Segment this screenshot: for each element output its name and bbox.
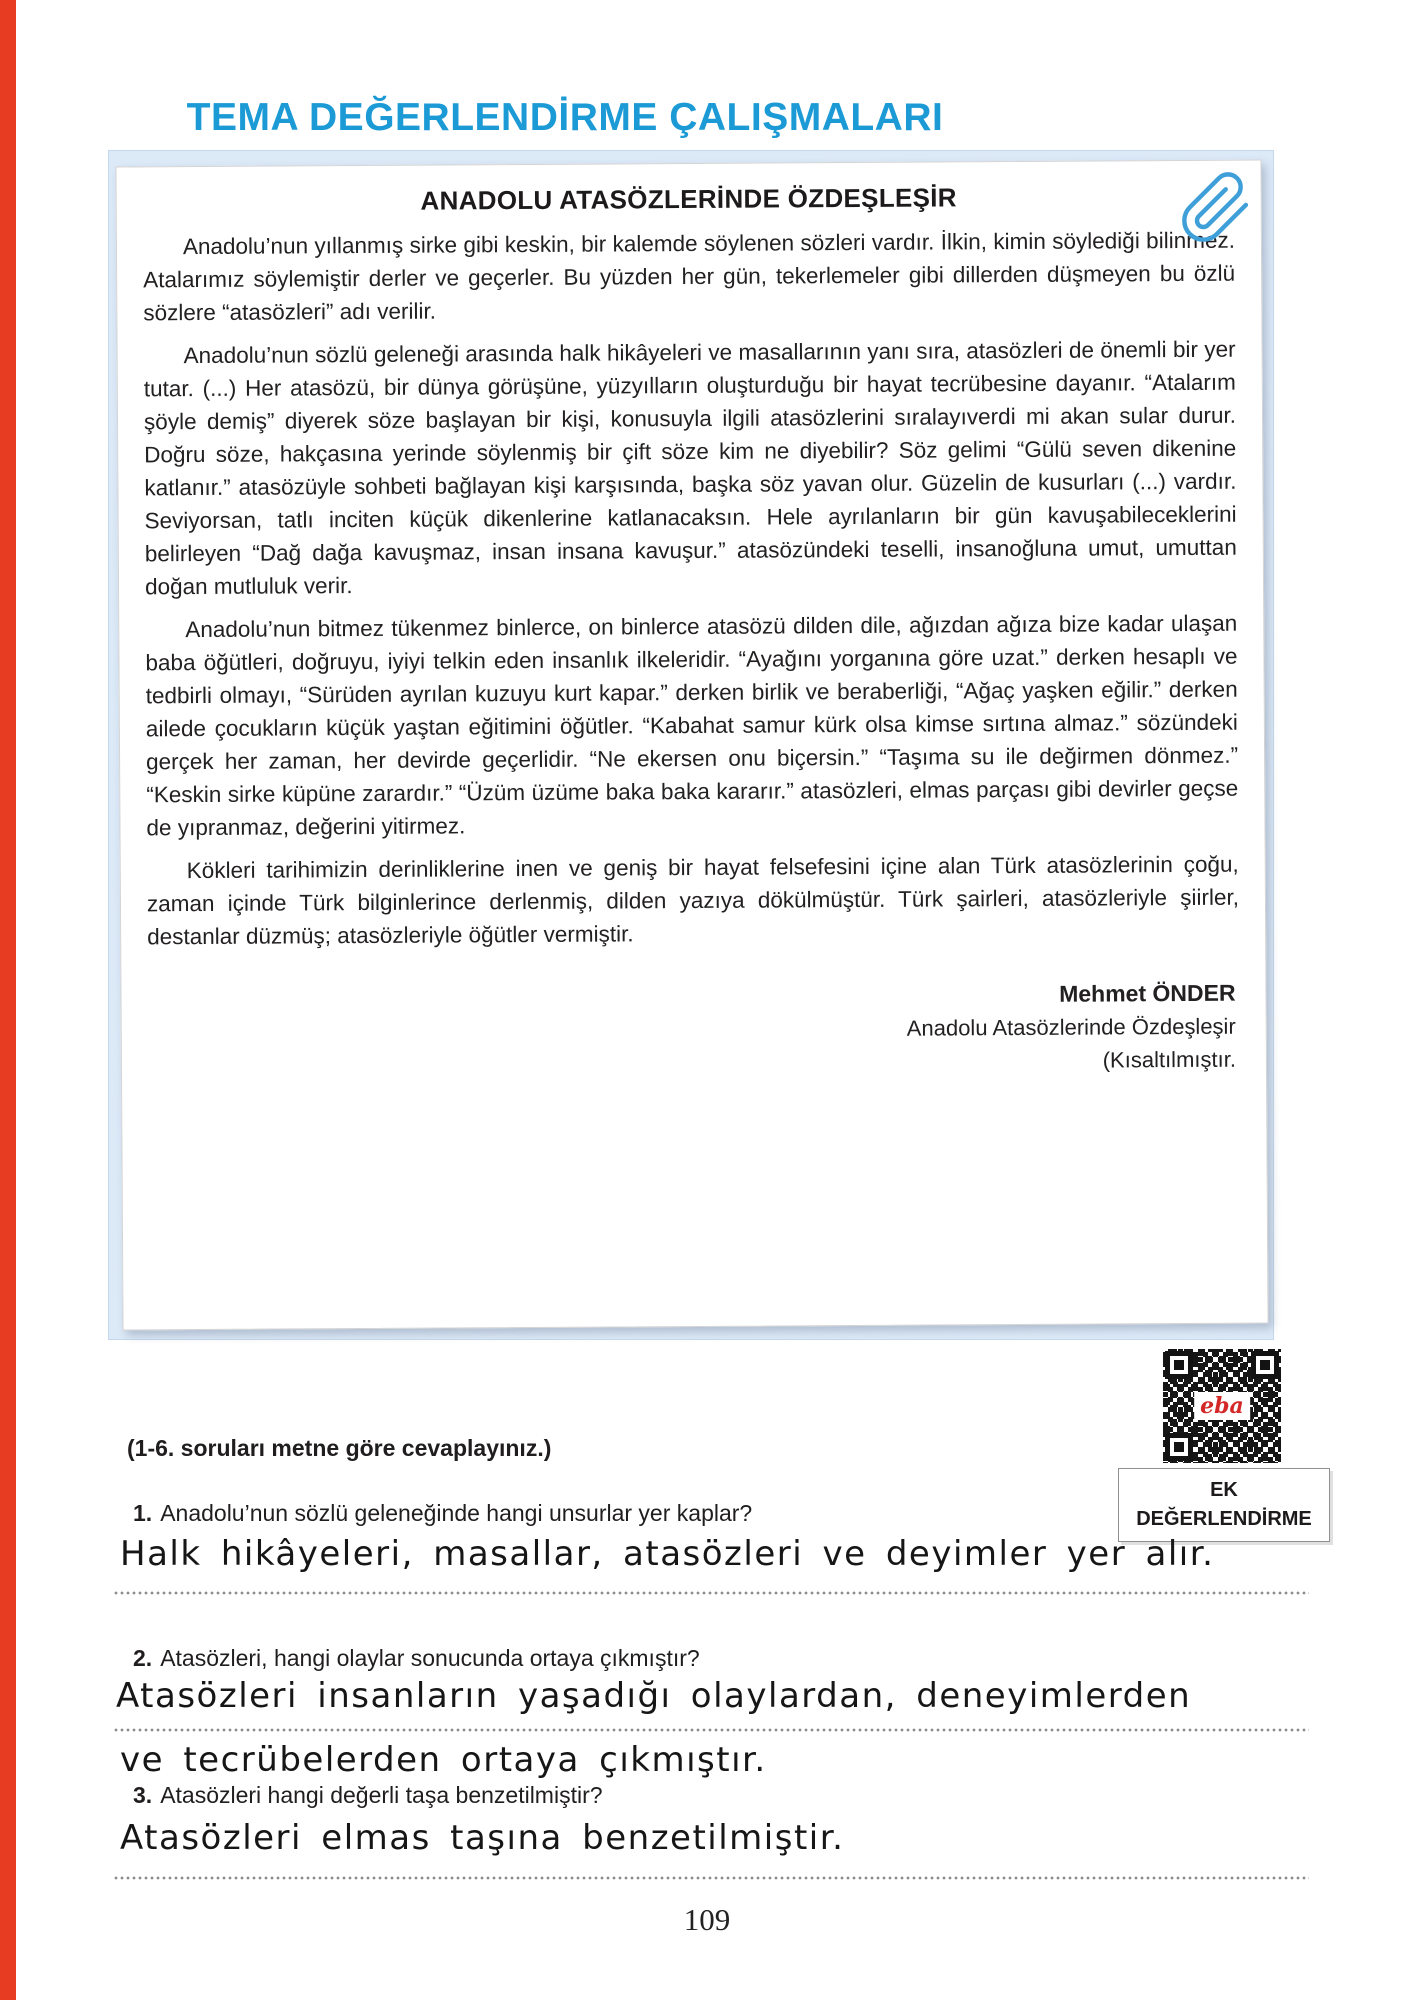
passage-paragraph: Anadolu’nun sözlü geleneği arasında halk hikâyeleri ve masallarının yanı sıra, atasözleri de önemli bir yer tutar. (...) Her atasözü, bir dünya görüşüne, yüzyılların oluşturduğu bir hayat tecrübesine dayanır. “Atalarım şöyle demiş” diyerek söze başlayan bir kişi, konusuyla ilgili atasözlerini sıralayıverdi mi akan sular durur. Doğru söze, hakçasına yerinde söylenmiş bir çift söze kim ne diyebilir? Söz gelimi “Gülü seven dikenine katlanır.” atasözüyle sohbeti bağlayan kişi karşısında, başka söz yavan olur. Güzelin de kusurları (...) vardır. Seviyorsan, tatlı inciten küçük dikenlerine katlanacaksın. Hele ayrılanların bir gün kavuşabileceklerini belirleyen “Dağ dağa kavuşmaz, insan insana kavuşur.” atasözündeki teselli, insanoğluna umut, umuttan doğan mutluluk verir. <box>143 336 1237 600</box>
question-3-number: 3. <box>133 1782 153 1808</box>
questions-instruction: (1-6. soruları metne göre cevaplayınız.) <box>127 1435 552 1461</box>
qr-finder-pattern <box>1165 1433 1193 1461</box>
qr-finder-pattern <box>1251 1351 1279 1379</box>
ek-label-line1: EK <box>1210 1479 1238 1501</box>
question-2 <box>133 1645 700 1672</box>
question-3 <box>133 1782 603 1809</box>
abridged-note: (Kısaltılmıştır. <box>1102 1046 1237 1073</box>
question-3-text: Atasözleri hangi değerli taşa benzetilmiştir? <box>160 1782 603 1808</box>
question-2-text: Atasözleri, hangi olaylar sonucunda ortaya çıkmıştır? <box>160 1645 700 1671</box>
answer-2-handwriting-line2: ve tecrübelerden ortaya çıkmıştır. <box>120 1740 767 1780</box>
qr-finder-pattern <box>1165 1351 1193 1379</box>
passage-card-backing <box>108 150 1274 1340</box>
question-1 <box>133 1500 752 1527</box>
qr-code <box>1163 1349 1281 1463</box>
author-name: Mehmet ÖNDER <box>1059 979 1236 1007</box>
question-1-text: Anadolu’nun sözlü geleneğinde hangi unsurlar yer kaplar? <box>160 1500 753 1526</box>
source-title: Anadolu Atasözlerinde Özdeşleşir <box>906 1013 1236 1041</box>
question-2-number: 2. <box>133 1645 153 1671</box>
page-number: 109 <box>683 1902 731 1937</box>
passage-body <box>143 224 1239 954</box>
answer-1-handwriting: Halk hikâyeleri, masallar, atasözleri ve deyimler yer alır. <box>120 1534 1215 1574</box>
answer-line-1 <box>113 1591 1309 1595</box>
ek-degerlendirme-badge <box>1118 1468 1330 1542</box>
ek-label-line2: DEĞERLENDİRME <box>1136 1508 1312 1530</box>
answer-2-handwriting-line1: Atasözleri insanların yaşadığı olaylardan, deneyimlerden <box>116 1676 1192 1716</box>
passage-paragraph: Anadolu’nun bitmez tükenmez binlerce, on binlerce atasözü dilden dile, ağızdan ağıza bize kadar ulaşan baba öğütleri, doğruyu, iyiyi telkin eden insanlık ilkeleridir. “Ayağını yorganına göre uzat.” derken hesaplı ve tedbirli olmayı, “Sürüden ayrılan kuzuyu kurt kapar.” derken birlik ve beraberliği, “Ağaç yaşken eğilir.” derken ailede çocukların küçük yaştan eğitimini öğütler. “Kabahat samur kürk olsa kimse sırtına almaz.” sözündeki gerçek her zaman, her devirde geçerlidir. “Ne ekersen onu biçersin.” “Taşıma su ile değirmen dönmez.” “Keskin sirke küpüne zarardır.” “Üzüm üzüme baka baka kararır.” atasözleri, elmas parçası gibi devirler geçse de yıpranmaz, değerini yitirmez. <box>145 610 1239 841</box>
eba-logo: eba <box>1194 1392 1250 1420</box>
page-title: TEMA DEĞERLENDİRME ÇALIŞMALARI <box>186 96 944 139</box>
passage-paragraph: Kökleri tarihimizin derinliklerine inen ve geniş bir hayat felsefesini içine alan Türk atasözlerinin çoğu, zaman içinde Türk bilginlerince derlenmiş, dilden yazıya dökülmüştür. Türk şairleri, atasözleriyle şiirler, destanlar düzmüş; atasözleriyle öğütler vermiştir. <box>146 851 1240 950</box>
paperclip-icon <box>1178 168 1254 248</box>
answer-line-3 <box>113 1876 1309 1880</box>
question-1-number: 1. <box>133 1500 153 1526</box>
passage-signature <box>147 977 1240 1083</box>
answer-line-2 <box>113 1728 1309 1732</box>
passage-paragraph: Anadolu’nun yıllanmış sirke gibi keskin, bir kalemde söylenen sözleri vardır. İlkin, kimin söylediği bilinmez. Atalarımız söylemiştir derler ve geçerler. Bu yüzden her gün, tekerlemeler gibi dillerden düşmeyen bu özlü sözlere “atasözleri” adı verilir. <box>143 227 1236 326</box>
page-edge-stripe <box>0 0 16 2000</box>
answer-3-handwriting: Atasözleri elmas taşına benzetilmiştir. <box>120 1818 845 1858</box>
passage-title: ANADOLU ATASÖZLERİNDE ÖZDEŞLEŞİR <box>420 182 957 216</box>
passage-paper <box>115 160 1268 1331</box>
